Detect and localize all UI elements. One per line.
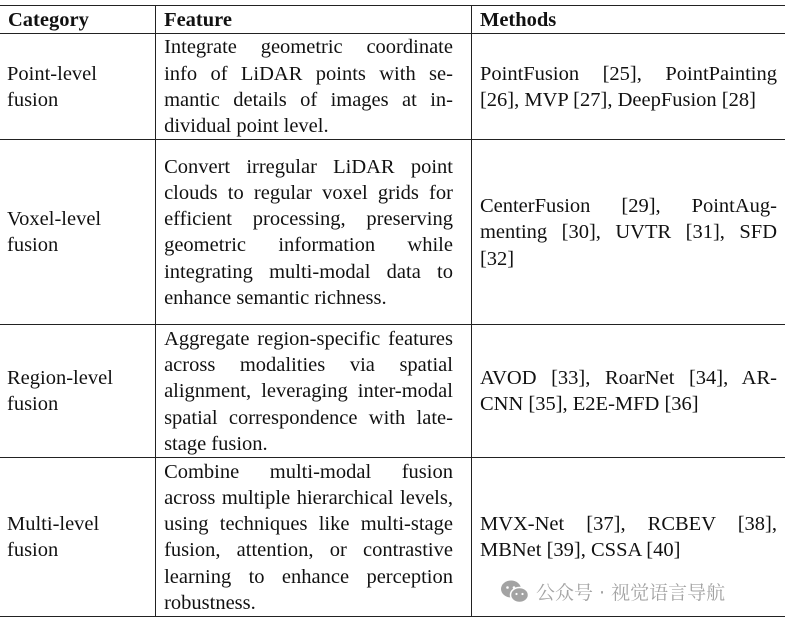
feature-cell: Integrate geometric coordinate info of LiDAR points with semantic details of images at individual point level. <box>156 34 472 140</box>
table-row <box>0 325 785 458</box>
category-cell: Voxel-level fusion <box>7 208 102 257</box>
feature-cell: Aggregate region-specific features across modalities via spatial alignment, leveraging inter-modal spatial correspondence with late-stage fusion. <box>156 325 472 458</box>
methods-cell: AVOD [33], RoarNet [34], AR-CNN [35], E2E-MFD [36] <box>471 325 785 458</box>
watermark <box>500 578 725 605</box>
feature-cell: Convert irregular LiDAR point clouds to regular voxel grids for efficient processing, preserving geometric information while integrating multi-modal data to enhance semantic richness. <box>156 140 472 325</box>
category-cell: Region-level fusion <box>7 367 113 416</box>
category-cell: Multi-level fusion <box>7 513 100 562</box>
methods-cell: CenterFusion [29], PointAugmenting [30], UVTR [31], SFD [32] <box>471 140 785 325</box>
wechat-icon <box>500 579 530 605</box>
header-category: Category <box>8 9 89 31</box>
fusion-categories-table <box>0 5 785 617</box>
methods-cell: PointFusion [25], PointPainting [26], MVP [27], DeepFusion [28] <box>471 34 785 140</box>
table-row <box>0 34 785 140</box>
table-row <box>0 140 785 325</box>
header-methods: Methods <box>471 6 785 34</box>
methods-cell: MVX-Net [37], RCBEV [38], MBNet [39], CSSA [40] <box>471 458 785 617</box>
watermark-text: 公众号 · 视觉语言导航 <box>536 582 726 604</box>
header-feature: Feature <box>156 6 472 34</box>
category-cell: Point-level fusion <box>7 62 97 111</box>
table-header-row <box>0 6 785 34</box>
feature-cell: Combine multi-modal fusion across multiple hierarchical levels, using techniques like multi-stage fusion, attention, or contrastive learning to enhance perception robustness. <box>156 458 472 617</box>
